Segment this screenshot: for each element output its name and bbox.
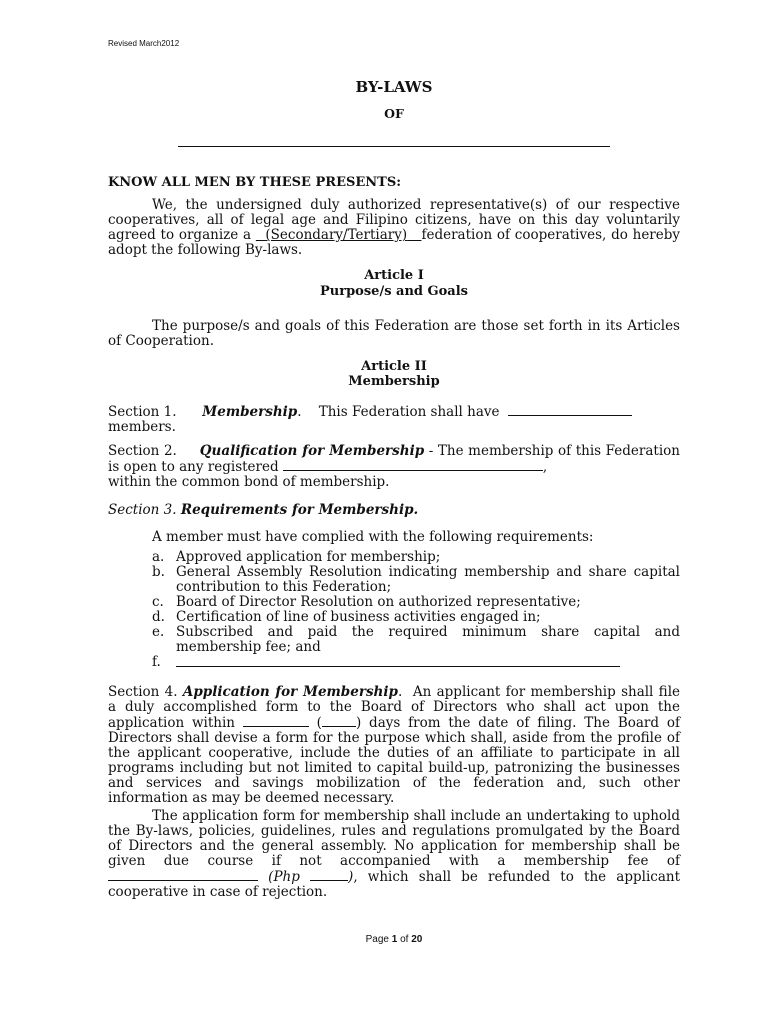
section-3-heading: Requirements for Membership. — [180, 502, 419, 518]
list-text — [176, 655, 680, 671]
requirements-intro: A member must have complied with the following requirements: — [152, 529, 594, 545]
list-item — [152, 550, 680, 565]
article-2-title: Membership — [348, 374, 440, 389]
section-4-p2-text-2: which shall be refunded to the applicant cooperative in case of rejection. — [108, 869, 680, 900]
list-item — [152, 565, 680, 595]
page-footer — [108, 934, 680, 945]
article-1-title: Purpose/s and Goals — [320, 284, 468, 299]
federation-type: (Secondary/Tertiary) — [265, 227, 408, 243]
section-1-end: members. — [108, 419, 176, 435]
list-marker: d. — [152, 609, 165, 625]
know-all-men-heading: KNOW ALL MEN BY THESE PRESENTS: — [108, 175, 402, 190]
section-4-p2-text-1: The application form for membership shall include an undertaking to uphold the By-laws, policies, guidelines, rules and regulations promulgated by the Board of Directors and the general assembly. No application for membership shall be given due course if not accompanied with a membership fee of — [108, 808, 680, 869]
page-number: 1 — [391, 934, 398, 945]
list-item — [152, 655, 680, 671]
list-item — [152, 625, 680, 655]
list-item — [152, 610, 680, 625]
section-2: Section 2. Qualification for Membership - The membership of this Federation is open to any registered , within the common bond of membership. — [108, 443, 680, 490]
section-2-text: - The membership of this Federation is open to any registered — [108, 443, 680, 475]
php-label: (Php — [268, 869, 300, 885]
list-text: Board of Director Resolution on authorized representative; — [176, 594, 581, 610]
requirements-list — [152, 550, 680, 671]
revision-note: Revised March2012 — [108, 39, 180, 48]
section-1-heading: Membership — [202, 404, 298, 420]
page-label: Page — [365, 934, 389, 945]
section-2-blank — [283, 459, 543, 471]
list-marker: f. — [152, 654, 161, 670]
section-4-text-2: days from the date of filing. The Board of Directors shall devise a form for the purpose which shall, aside from the profile of the applicant cooperative, include the duties of an affiliate to participate in all programs including but not limited to capital build-up, patronizing the businesses and services and savings mobilization of the federation and, such other information as may be deemed necessary. — [108, 715, 680, 806]
list-marker: b. — [152, 564, 165, 580]
list-text: Certification of line of business activities engaged in; — [176, 609, 541, 625]
list-item — [152, 595, 680, 610]
intro-text-2: federation of cooperatives, do hereby adopt the following By-laws. — [108, 227, 681, 258]
list-text: Subscribed and paid the required minimum share capital and membership fee; and — [176, 624, 680, 655]
list-marker: c. — [152, 594, 164, 610]
membership-fee-words-blank — [108, 869, 258, 881]
days-words-blank — [243, 715, 309, 727]
title-of: OF — [384, 106, 404, 121]
other-requirement-blank — [176, 655, 620, 667]
list-text: General Assembly Resolution indicating membership and share capital contribution to this Federation; — [176, 564, 680, 595]
list-marker: e. — [152, 624, 165, 640]
section-4: Section 4. Application for Membership. An applicant for membership shall file a duly accomplished form to the Board of Directors who shall act upon the application within ( ) days from the date of filing. The Board of Directors shall devise a form for the purpose which shall, aside from the profile of the applicant cooperative, include the duties of an affiliate to participate in all programs including but not limited to capital build-up, patronizing the businesses and services and savings mobilization of the federation and, such other information as may be deemed necessary. — [108, 684, 680, 806]
article-1-number: Article I — [364, 268, 424, 283]
section-1-text: This Federation shall have — [318, 404, 500, 420]
days-number-blank — [322, 715, 356, 727]
section-1: Section 1. Membership. This Federation shall have members. — [108, 404, 680, 435]
intro-paragraph — [108, 198, 680, 258]
intro-fill — [256, 227, 422, 243]
section-4-heading: Application for Membership — [182, 684, 398, 700]
membership-fee-amount-blank — [310, 869, 348, 881]
article-1-text: The purpose/s and goals of this Federation are those set forth in its Articles of Cooperation. — [108, 318, 680, 349]
document-title: BY-LAWS — [355, 78, 433, 96]
section-2-end: within the common bond of membership. — [108, 474, 390, 490]
section-4-paragraph-2: The application form for membership shall include an undertaking to uphold the By-laws, policies, guidelines, rules and regulations promulgated by the Board of Directors and the general assembly. No application for membership shall be given due course if not accompanied with a membership fee of (Php ), which shall be refunded to the applicant cooperative in case of rejection. — [108, 808, 680, 900]
section-2-heading: Qualification for Membership — [199, 443, 425, 459]
list-marker: a. — [152, 549, 165, 565]
page-of: of — [400, 934, 409, 945]
page-total: 20 — [411, 934, 423, 945]
section-1-blank — [508, 404, 632, 416]
intro-text-1: We, the undersigned duly authorized representative(s) of our respective cooperatives, all of legal age and Filipino citizens, have on this day voluntarily agreed to organize a — [108, 197, 680, 243]
section-2-label: Section 2. — [108, 443, 177, 459]
section-3-heading-line — [108, 503, 680, 518]
federation-name-blank — [178, 146, 610, 147]
list-text: Approved application for membership; — [176, 549, 441, 565]
section-4-label: Section 4. — [108, 684, 178, 700]
section-3-label: Section 3. — [108, 502, 177, 518]
section-4-text-1: An applicant for membership shall file a duly accomplished form to the Board of Directors who shall act upon the application within — [108, 684, 680, 731]
section-1-label: Section 1. — [108, 404, 177, 420]
article-2-number: Article II — [361, 359, 427, 374]
